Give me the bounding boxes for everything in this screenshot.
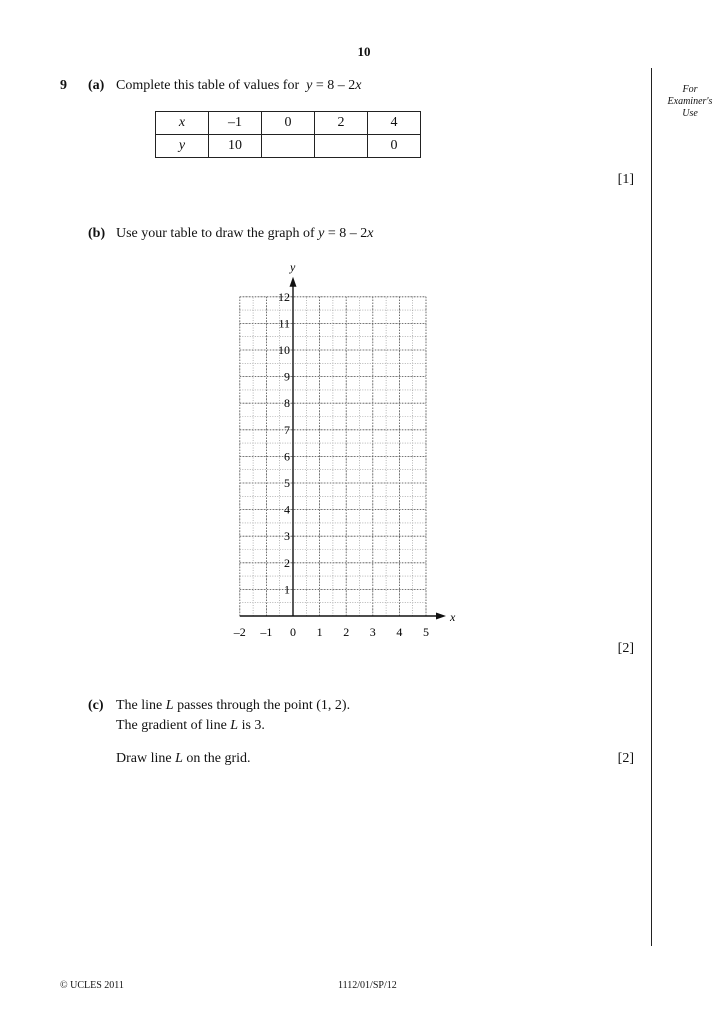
y-tick-label: 2 <box>284 555 290 570</box>
part-b-marks: [2] <box>617 641 634 656</box>
table-cell-y: 0 <box>368 135 421 158</box>
x-tick-label: 0 <box>290 625 296 639</box>
x-tick-label: 3 <box>369 625 376 639</box>
part-c-label: (c) <box>88 698 104 713</box>
y-tick-label: 4 <box>284 502 290 517</box>
y-tick-label: 3 <box>284 529 290 544</box>
x-tick-label: 5 <box>423 625 429 639</box>
y-axis-arrowhead <box>290 277 297 287</box>
table-cell-x: 2 <box>315 112 368 135</box>
part-c-marks: [2] <box>617 751 634 766</box>
footer-copyright: © UCLES 2011 <box>60 980 124 991</box>
part-c-line-2: The gradient of line L is 3. <box>116 718 265 733</box>
x-axis-label: x <box>450 610 456 624</box>
y-tick-label: 12 <box>278 289 290 304</box>
examiner-line-1: For <box>682 84 698 95</box>
x-tick-label: 1 <box>316 625 323 639</box>
part-b-instruction: Use your table to draw the graph of y = 8 – 2x <box>116 226 374 241</box>
y-axis-label: y <box>290 259 296 274</box>
x-tick-label: 4 <box>396 625 403 639</box>
examiner-line-2: Examiner's <box>667 96 713 107</box>
table-cell-x: 4 <box>368 112 421 135</box>
part-a-label: (a) <box>88 78 105 93</box>
x-tick-label: –2 <box>233 625 246 639</box>
y-tick-label: 1 <box>284 582 290 597</box>
y-tick-label: 8 <box>284 396 290 411</box>
table-header-y: y <box>156 135 209 158</box>
table-header-x: x <box>156 112 209 135</box>
y-tick-label: 11 <box>278 316 290 331</box>
part-a-marks: [1] <box>617 172 634 187</box>
table-cell-x: 0 <box>262 112 315 135</box>
part-c-line-1: The line L passes through the point (1, 2). <box>116 698 351 713</box>
axes <box>240 277 446 620</box>
x-tick-label: 2 <box>343 625 350 639</box>
y-tick-label: 5 <box>284 476 290 490</box>
y-tick-label: 6 <box>284 449 290 464</box>
table-cell-y: 10 <box>209 135 262 158</box>
part-c-line-3: Draw line L on the grid. <box>116 751 251 766</box>
page-number: 10 <box>357 44 371 59</box>
part-a-instruction: Complete this table of values for y = 8 – 2x <box>116 78 362 93</box>
x-axis-arrowhead <box>436 613 446 620</box>
y-tick-label: 10 <box>278 343 290 357</box>
x-tick-label: –1 <box>260 625 273 639</box>
y-tick-label: 7 <box>284 422 290 437</box>
question-number: 9 <box>60 78 67 93</box>
grid-lines <box>240 297 426 616</box>
footer-paper-code: 1112/01/SP/12 <box>338 980 397 991</box>
examiner-line-3: Use <box>682 108 698 119</box>
y-tick-label: 9 <box>284 369 290 384</box>
table-cell-x: –1 <box>209 112 262 135</box>
part-b-label: (b) <box>88 226 106 241</box>
